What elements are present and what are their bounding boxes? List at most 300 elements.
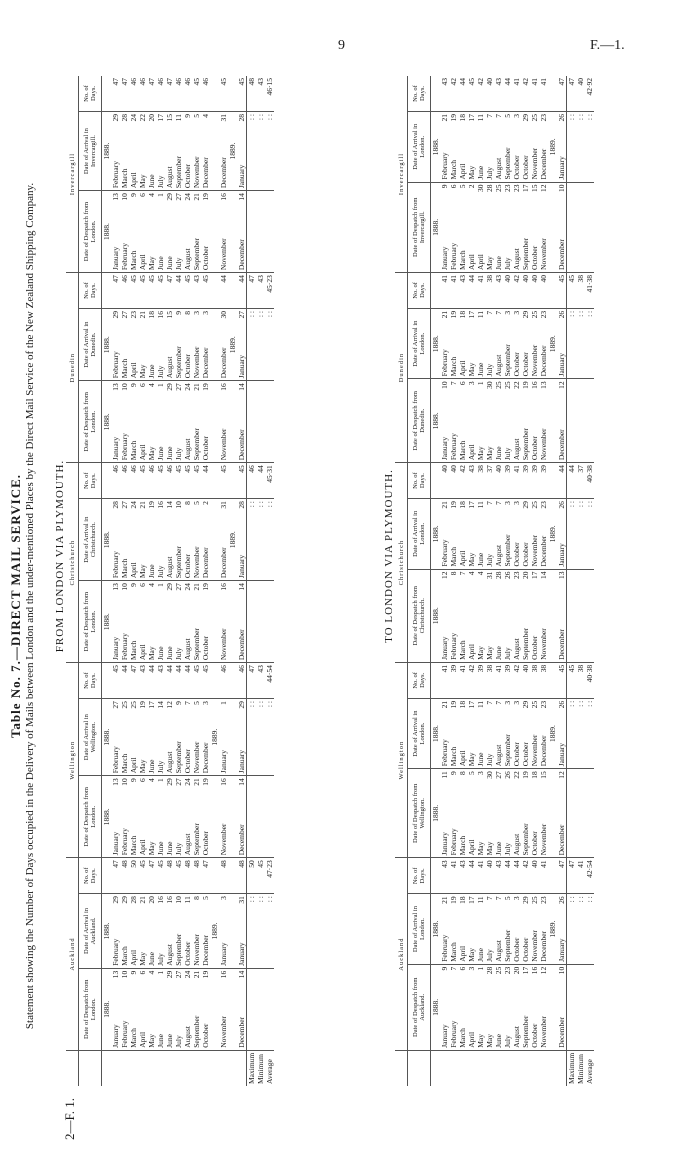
summary-row (585, 76, 594, 1086)
col-days-header: No. of Days. (79, 463, 102, 499)
date-month: April (129, 562, 138, 579)
date-value (156, 383, 165, 460)
arrival-date (228, 894, 237, 969)
date-day: 24 (183, 970, 192, 979)
despatch-date (476, 379, 485, 463)
date-day: 5 (192, 501, 201, 505)
date-day: 7 (485, 896, 494, 901)
days-count: 45 (111, 663, 120, 699)
date-value (539, 185, 548, 270)
days-count: 41 (512, 76, 521, 112)
date-month: November (219, 628, 228, 661)
date-value (512, 572, 521, 660)
date-day: 25 (530, 310, 539, 319)
date-value (237, 583, 246, 660)
date-month: May (138, 952, 147, 966)
date-month: August (165, 556, 174, 579)
year-label: 1889. (210, 922, 219, 940)
date-value (174, 701, 183, 773)
days-count: 46 (165, 463, 174, 499)
summary-value: 46 (247, 463, 257, 499)
days-count: 41 (449, 272, 458, 308)
despatch-date (165, 968, 174, 1050)
col-arrival-header: Date of Arrival in London. (408, 698, 431, 768)
summary-label: Average (585, 1050, 594, 1086)
date-day: 25 (129, 701, 138, 709)
summary-dots: : : (585, 698, 594, 768)
date-day: 11 (476, 501, 485, 509)
date-month: September (503, 147, 512, 180)
arrival-date (467, 499, 476, 569)
arrival-date (548, 112, 557, 182)
date-value (111, 114, 120, 188)
date-day: 5 (467, 771, 476, 776)
date-day: 29 (120, 896, 129, 904)
date-day: 27 (494, 771, 503, 779)
arrival-date (548, 894, 557, 964)
date-month: July (156, 175, 165, 189)
date-value (147, 971, 156, 1048)
arrival-date (174, 309, 183, 381)
summary-row (576, 76, 585, 1086)
days-count: 47 (147, 858, 156, 894)
arrival-date (228, 499, 237, 581)
date-value (219, 778, 228, 855)
arrival-date (147, 309, 156, 381)
days-count: 45 (156, 273, 165, 309)
date-day: 19 (449, 310, 458, 319)
date-day: 1 (156, 383, 165, 388)
days-count: 43 (494, 272, 503, 308)
date-month: November (192, 546, 201, 579)
arrival-date (183, 699, 192, 776)
date-value (539, 967, 548, 1048)
despatch-date (503, 769, 512, 858)
date-value (485, 572, 494, 660)
date-day: 29 (521, 501, 530, 509)
days-count: 45 (192, 76, 201, 112)
despatch-date (521, 569, 530, 662)
date-day: 17 (156, 114, 165, 122)
date-value (165, 701, 174, 773)
date-day: 17 (467, 114, 476, 122)
arrival-date (138, 309, 147, 381)
date-month: May (467, 362, 476, 377)
summary-dots: : : (256, 699, 265, 776)
despatch-date (102, 191, 112, 273)
days-count: 45 (183, 463, 192, 499)
date-value (458, 771, 467, 855)
days-count: 41 (539, 76, 548, 112)
days-count: 47 (111, 273, 120, 309)
date-day: 17 (147, 701, 156, 709)
col-arrival-header: Date of Arrival in London. (408, 112, 431, 182)
date-month: August (494, 940, 503, 962)
date-day: 10 (440, 381, 449, 389)
label-spacer (174, 1050, 183, 1086)
despatch-date (174, 776, 183, 858)
date-day: 11 (476, 114, 485, 122)
days-count: 47 (129, 663, 138, 699)
date-day: 14 (237, 193, 246, 201)
date-day: 28 (237, 501, 246, 509)
despatch-date (530, 964, 539, 1050)
date-value (237, 311, 246, 378)
summary-dots: : : (247, 112, 257, 191)
year-label: 1888. (102, 728, 111, 746)
date-month: May (138, 174, 147, 189)
date-value (485, 501, 494, 566)
column-header-row (79, 76, 102, 1086)
date-value (111, 971, 120, 1048)
date-month: March (129, 440, 138, 461)
date-value (494, 771, 503, 855)
date-month: October (521, 155, 530, 180)
days-count: 41 (458, 662, 467, 698)
days-count: 44 (512, 858, 521, 894)
date-day: 8 (458, 771, 467, 776)
date-value (458, 311, 467, 376)
summary-dots: : : (265, 699, 274, 776)
date-day: 27 (120, 501, 129, 509)
date-month: February (449, 433, 458, 461)
date-month: June (147, 759, 156, 774)
date-day: 6 (449, 184, 458, 189)
days-count: 39 (530, 463, 539, 499)
date-value (201, 583, 210, 660)
days-count: 40 (494, 463, 503, 499)
date-value (476, 381, 485, 460)
arrival-date (138, 112, 147, 191)
date-month: December (201, 157, 210, 189)
days-count: 47 (111, 858, 120, 894)
date-value (183, 193, 192, 270)
arrival-date (219, 309, 228, 381)
despatch-date (165, 581, 174, 663)
date-month: January (440, 1024, 449, 1048)
summary-dots: : : (585, 112, 594, 182)
summary-blank (265, 381, 274, 463)
summary-value: 43 (256, 76, 265, 112)
date-day: 6 (138, 383, 147, 388)
year-label: 1888. (102, 223, 111, 241)
date-day: 26 (503, 571, 512, 580)
summary-dots: : : (256, 499, 265, 581)
days-count: 40 (530, 272, 539, 308)
year-label: 1889. (548, 920, 557, 938)
date-value (557, 701, 566, 766)
from-london-table (66, 76, 274, 1086)
arrival-date (557, 894, 567, 964)
arrival-date (458, 499, 467, 569)
date-value (111, 583, 120, 660)
date-day: 25 (494, 184, 503, 193)
date-month: January (440, 832, 449, 856)
date-value (120, 971, 129, 1048)
date-value (120, 311, 129, 378)
date-value (129, 778, 138, 855)
date-month: March (458, 835, 467, 856)
date-day: 31 (219, 114, 228, 122)
date-value (449, 185, 458, 270)
date-value (530, 701, 539, 766)
date-day: 27 (174, 778, 183, 786)
date-month: December (539, 345, 548, 377)
date-month: February (111, 351, 120, 379)
date-month: January (237, 164, 246, 189)
date-day: 29 (111, 896, 120, 904)
date-month: July (156, 365, 165, 379)
days-count: 43 (156, 663, 165, 699)
date-value (129, 383, 138, 460)
days-count (228, 273, 237, 309)
summary-blank (265, 581, 274, 663)
year-label: 1888. (431, 607, 440, 625)
date-value (165, 896, 174, 966)
date-month: September (174, 933, 183, 966)
date-value (156, 311, 165, 378)
days-count: 48 (120, 858, 129, 894)
days-count: 40 (539, 272, 548, 308)
date-day: 10 (557, 184, 566, 193)
arrival-date (440, 894, 449, 964)
place-name: Auckland (66, 858, 79, 1051)
date-month: September (521, 428, 530, 461)
date-day: 13 (111, 970, 120, 979)
label-spacer (79, 1050, 102, 1086)
date-value (201, 114, 210, 188)
despatch-date (548, 769, 557, 858)
arrival-date (503, 499, 512, 569)
arrival-date (521, 308, 530, 378)
date-month: July (174, 257, 183, 271)
label-spacer (183, 1050, 192, 1086)
date-value (237, 701, 246, 773)
despatch-date (449, 769, 458, 858)
arrival-date (102, 112, 112, 191)
date-month: October (530, 831, 539, 856)
date-value (192, 383, 201, 460)
date-value (219, 701, 228, 773)
table-row (129, 76, 138, 1086)
date-value (440, 381, 449, 460)
despatch-date (521, 769, 530, 858)
despatch-date (210, 581, 219, 663)
despatch-date (449, 379, 458, 463)
date-month: May (138, 759, 147, 774)
date-month: March (120, 358, 129, 379)
summary-value: 47 (247, 663, 257, 699)
arrival-date (102, 894, 112, 969)
date-day: 27 (111, 701, 120, 709)
date-value (503, 771, 512, 855)
date-month: May (485, 446, 494, 461)
date-month: October (201, 831, 210, 856)
arrival-date (458, 112, 467, 182)
date-day: 19 (201, 778, 210, 786)
date-month: July (156, 953, 165, 966)
date-value (183, 311, 192, 378)
date-month: July (174, 447, 183, 461)
days-count: 44 (147, 663, 156, 699)
despatch-date (183, 581, 192, 663)
date-month: November (192, 741, 201, 774)
date-month: October (521, 742, 530, 767)
date-day: 24 (183, 383, 192, 391)
date-day: 10 (174, 896, 183, 904)
despatch-date (201, 968, 210, 1050)
label-spacer (539, 1050, 548, 1086)
date-day: 18 (530, 771, 539, 779)
date-month: November (192, 934, 201, 966)
table-row (237, 76, 247, 1086)
date-day: 16 (156, 311, 165, 319)
date-value (503, 311, 512, 376)
date-value (440, 701, 449, 766)
date-value (156, 971, 165, 1048)
arrival-date (539, 698, 548, 768)
date-month: April (129, 362, 138, 379)
date-day: 4 (147, 778, 156, 783)
label-spacer (557, 1050, 567, 1086)
date-day: 29 (521, 700, 530, 709)
date-value (539, 572, 548, 660)
despatch-date (201, 191, 210, 273)
despatch-date (156, 581, 165, 663)
arrival-date (467, 698, 476, 768)
days-count: 45 (237, 463, 247, 499)
date-value (138, 778, 147, 855)
date-month: April (458, 945, 467, 962)
date-day: 29 (111, 114, 120, 122)
table-row (120, 76, 129, 1086)
date-value (476, 311, 485, 376)
summary-dots: : : (576, 499, 585, 569)
date-month: September (192, 1015, 201, 1048)
date-month: April (467, 644, 476, 660)
date-month: November (530, 147, 539, 180)
arrival-date (485, 698, 494, 768)
date-month: February (449, 242, 458, 270)
date-month: November (539, 238, 548, 270)
date-day: 3 (512, 310, 521, 315)
date-day: 6 (458, 381, 467, 386)
summary-blank (585, 182, 594, 272)
despatch-date (467, 182, 476, 272)
date-month: February (440, 539, 449, 567)
date-month: June (156, 446, 165, 461)
date-day: 12 (539, 966, 548, 975)
date-month: August (165, 356, 174, 379)
date-month: September (174, 546, 183, 579)
page-number: 9 (338, 38, 345, 53)
date-day: 29 (165, 970, 174, 979)
date-value (192, 114, 201, 188)
arrival-date (120, 894, 129, 969)
despatch-date (521, 379, 530, 463)
date-day: 16 (219, 383, 228, 391)
date-day: 14 (165, 501, 174, 509)
date-day: 19 (201, 193, 210, 201)
arrival-date (138, 699, 147, 776)
arrival-date (192, 499, 201, 581)
date-month: October (530, 1023, 539, 1048)
date-day: 7 (458, 571, 467, 576)
date-day: 4 (147, 193, 156, 197)
arrival-date (539, 499, 548, 569)
days-count: 40 (485, 858, 494, 894)
label-spacer (192, 1050, 201, 1086)
date-day: 8 (183, 501, 192, 505)
summary-blank (567, 964, 577, 1050)
table-row (174, 76, 183, 1086)
date-month: December (201, 347, 210, 379)
date-month: August (165, 944, 174, 966)
date-month: February (440, 349, 449, 377)
days-count: 42 (449, 76, 458, 112)
date-day: 14 (237, 583, 246, 591)
date-value (539, 311, 548, 376)
date-month: September (174, 346, 183, 379)
date-value (111, 383, 120, 460)
arrival-date (539, 112, 548, 182)
date-month: June (476, 165, 485, 180)
date-value (530, 967, 539, 1048)
arrival-date (156, 699, 165, 776)
year-label: 1889. (548, 525, 557, 543)
date-day: 30 (219, 311, 228, 319)
date-day: 3 (476, 771, 485, 776)
date-value (219, 193, 228, 270)
date-day: 9 (183, 114, 192, 118)
summary-dots: : : (256, 309, 265, 381)
date-day: 7 (485, 114, 494, 118)
table-row (111, 76, 120, 1086)
date-day: 4 (467, 571, 476, 576)
summary-value: 41 (576, 858, 585, 894)
summary-value: 40·38 (585, 463, 594, 499)
date-value (494, 381, 503, 460)
date-value (512, 381, 521, 460)
arrival-date (147, 112, 156, 191)
year-label: 1888. (431, 138, 440, 156)
date-day: 29 (165, 193, 174, 201)
date-value (183, 501, 192, 578)
col-despatch-header: Date of Despatch from Christchurch. (408, 569, 431, 662)
label-spacer (467, 1050, 476, 1086)
date-day: 16 (156, 896, 165, 904)
date-value (165, 193, 174, 270)
arrival-date (129, 894, 138, 969)
date-value (219, 971, 228, 1048)
date-month: October (521, 937, 530, 962)
date-value (183, 896, 192, 966)
date-month: July (174, 842, 183, 856)
date-day: 22 (512, 771, 521, 779)
date-value (165, 114, 174, 188)
date-month: July (485, 167, 494, 180)
days-count: 45 (156, 463, 165, 499)
arrival-date (494, 308, 503, 378)
date-month: October (512, 542, 521, 567)
date-month: May (467, 165, 476, 180)
date-day: 9 (129, 193, 138, 197)
date-month: August (165, 166, 174, 189)
col-days-header: No. of Days. (408, 272, 431, 308)
date-value (237, 971, 246, 1048)
summary-value: 46·15 (265, 76, 274, 112)
summary-blank (576, 182, 585, 272)
